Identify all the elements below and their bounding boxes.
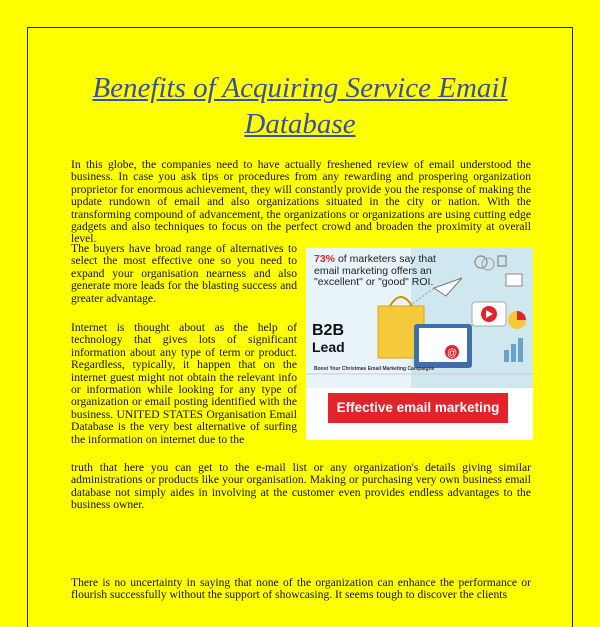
page-title: Benefits of Acquiring Service Email Database — [92, 72, 508, 140]
statistic-percentage: 73% — [314, 253, 336, 265]
effective-email-banner: Effective email marketing — [328, 393, 508, 423]
paragraph-intro: In this globe, the companies need to have actually freshened review of email understood the business. In case you ask tips or procedures from any rewarding and prospering organization proprietor for enormous achievement, they will constantly provide you the response of making the update rundown of email and also organizations situated in the city or nation. With the transforming compound of advancement, the organizations or organizations are using cutting edge gadgets and also techniques to focus on the perfect crowd and broaden the proximity at overall level. — [71, 158, 531, 246]
statistic-description: of marketers say that email marketing offers an "excellent" or "good" ROI. — [314, 253, 436, 288]
email-marketing-image — [306, 248, 533, 440]
paragraph-internet-wrap: truth that here you can get to the e-mail list or any organization's details giving similar administrations or products like your organisation. Making or purchasing very own business email database not simply aides in involving at the customer even provides endless advantages to the business owner. — [71, 461, 531, 512]
paragraph-internet: Internet is thought about as the help of technology that gives lots of significant information about any type of term or product. Regardless, typically, it happen that on the internet guest might not obtain the relevant info or information while looking for any type of organization or email posting identified with the business. UNITED STATES Organisation Email Database is the very best alternative of surfing the information on internet due to the — [71, 321, 297, 446]
statistic-text — [314, 254, 446, 289]
paragraph-marketing: There is no uncertainty in saying that none of the organization can enhance the performance or flourish successfully without the support of showcasing. It seems tough to discover the clients — [71, 576, 531, 602]
svg-text:@: @ — [447, 348, 458, 359]
paragraph-intro-wrap: The buyers have broad range of alternatives to select the most effective one so you need to expand your organisation nearness and also generate more leads for the blasting success and greater advantage. — [71, 242, 297, 305]
b2b-lead-logo: B2B Lead — [312, 322, 345, 355]
image-tagline: Boost Your Christmas Email Marketing Campaigns — [314, 366, 435, 372]
